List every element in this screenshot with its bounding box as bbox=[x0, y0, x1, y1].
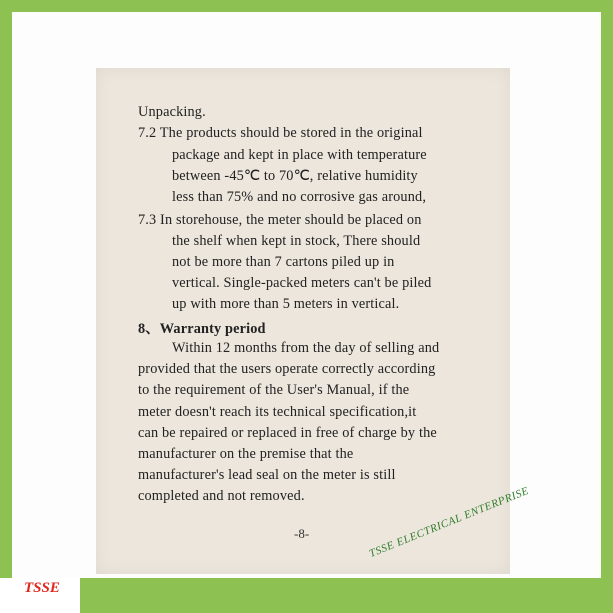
text-line: meter doesn't reach its technical specification,it bbox=[138, 404, 417, 420]
text-line: 7.3 In storehouse, the meter should be placed on bbox=[138, 212, 422, 228]
page-number: -8- bbox=[294, 526, 310, 541]
frame-top-border bbox=[0, 0, 613, 12]
text-line: Within 12 months from the day of selling and bbox=[172, 340, 440, 356]
section-heading: 8、Warranty period bbox=[138, 321, 266, 337]
text-line: less than 75% and no corrosive gas around, bbox=[172, 189, 427, 205]
bleed-through-text bbox=[266, 102, 269, 118]
manual-page bbox=[96, 68, 510, 574]
text-line: the shelf when kept in stock, There should bbox=[172, 233, 421, 249]
text-line: up with more than 5 meters in vertical. bbox=[172, 296, 400, 312]
text-line: manufacturer on the premise that the bbox=[138, 446, 354, 462]
text-line: manufacturer's lead seal on the meter is still bbox=[138, 467, 396, 483]
watermark-text: TSSE ELECTRICAL ENTERPRISE bbox=[367, 484, 531, 560]
text-line: 7.2 The products should be stored in the original bbox=[138, 125, 423, 141]
frame-bottom-border bbox=[80, 578, 613, 613]
frame-right-border bbox=[601, 0, 613, 578]
text-line: can be repaired or replaced in free of charge by the bbox=[138, 425, 437, 441]
text-line: completed and not removed. bbox=[138, 488, 305, 504]
text-line: package and kept in place with temperature bbox=[172, 147, 427, 163]
text-line: not be more than 7 cartons piled up in bbox=[172, 254, 395, 270]
text-line: vertical. Single-packed meters can't be piled bbox=[172, 275, 432, 291]
text-line: Unpacking. bbox=[138, 104, 206, 120]
text-line: between -45℃ to 70℃, relative humidity bbox=[172, 168, 418, 184]
text-line: to the requirement of the User's Manual, if the bbox=[138, 382, 410, 398]
brand-logo-text: TSSE bbox=[24, 580, 60, 596]
text-line: provided that the users operate correctly according bbox=[138, 361, 436, 377]
frame-left-border bbox=[0, 0, 12, 578]
